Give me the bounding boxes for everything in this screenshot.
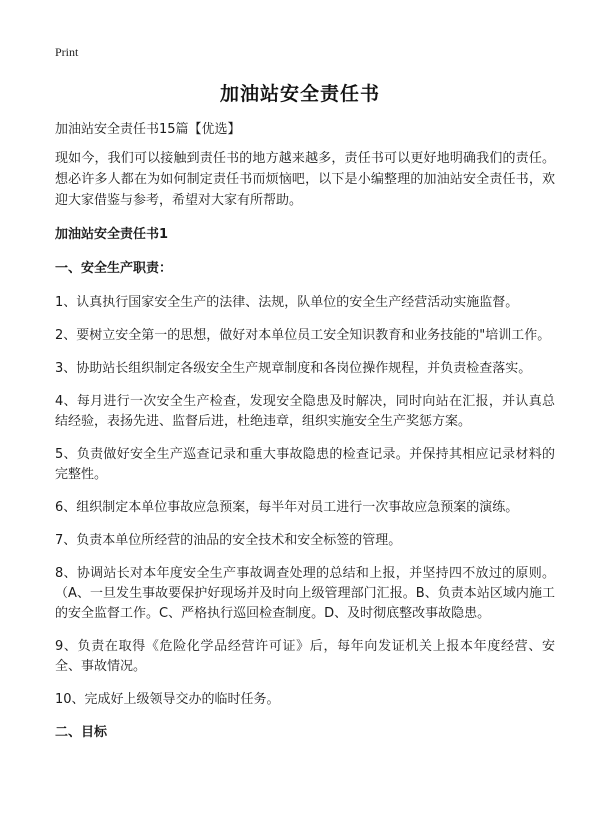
list-item: 4、每月进行一次安全生产检查，发现安全隐患及时解决，同时向站在汇报，并认真总结经验，表扬先进、监督后进，杜绝违章，组织实施安全生产奖惩方案。 <box>55 394 555 429</box>
list-item: 6、组织制定本单位事故应急预案，每半年对员工进行一次事故应急预案的演练。 <box>55 500 519 515</box>
list-item: 8、协调站长对本年度安全生产事故调查处理的总结和上报，并坚持四不放过的原则。（A、一旦发生事故要保护好现场并及时向上级管理部门汇报。B、负责本站区域内施工的安全监督工作。C、严格执行巡回检查制度。D、及时彻底整改事故隐患。 <box>55 566 555 621</box>
list-item: 7、负责本单位所经营的油品的安全技术和安全标签的管理。 <box>55 533 402 548</box>
print-label[interactable]: Print <box>55 45 79 59</box>
list-item: 1、认真执行国家安全生产的法律、法规，队单位的安全生产经营活动实施监督。 <box>55 295 519 310</box>
list-item: 9、负责在取得《危险化学品经营许可证》后，每年向发证机关上报本年度经营、安全、事故情况。 <box>55 639 555 674</box>
intro-paragraph: 现如今，我们可以接触到责任书的地方越来越多，责任书可以更好地明确我们的责任。想必许多人都在为如何制定责任书而烦恼吧，以下是小编整理的加油站安全责任书，欢迎大家借鉴与参考，希望对大家有所帮助。 <box>55 151 555 208</box>
list-item: 10、完成好上级领导交办的临时任务。 <box>55 692 280 707</box>
section-title: 加油站安全责任书1 <box>55 227 169 242</box>
page-title: 加油站安全责任书 <box>219 83 380 105</box>
heading-goals: 二、目标 <box>55 725 108 740</box>
heading-safety-duties: 一、安全生产职责： <box>55 261 173 276</box>
list-item: 2、要树立安全第一的思想，做好对本单位员工安全知识教育和业务技能的"培训工作。 <box>55 328 551 343</box>
document-body <box>55 120 555 757</box>
list-item: 5、负责做好安全生产巡查记录和重大事故隐患的检查记录。并保持其相应记录材料的完整性。 <box>55 447 555 482</box>
document-subtitle: 加油站安全责任书15篇【优选】 <box>55 122 241 137</box>
list-item: 3、协助站长组织制定各级安全生产规章制度和各岗位操作规程，并负责检查落实。 <box>55 361 532 376</box>
